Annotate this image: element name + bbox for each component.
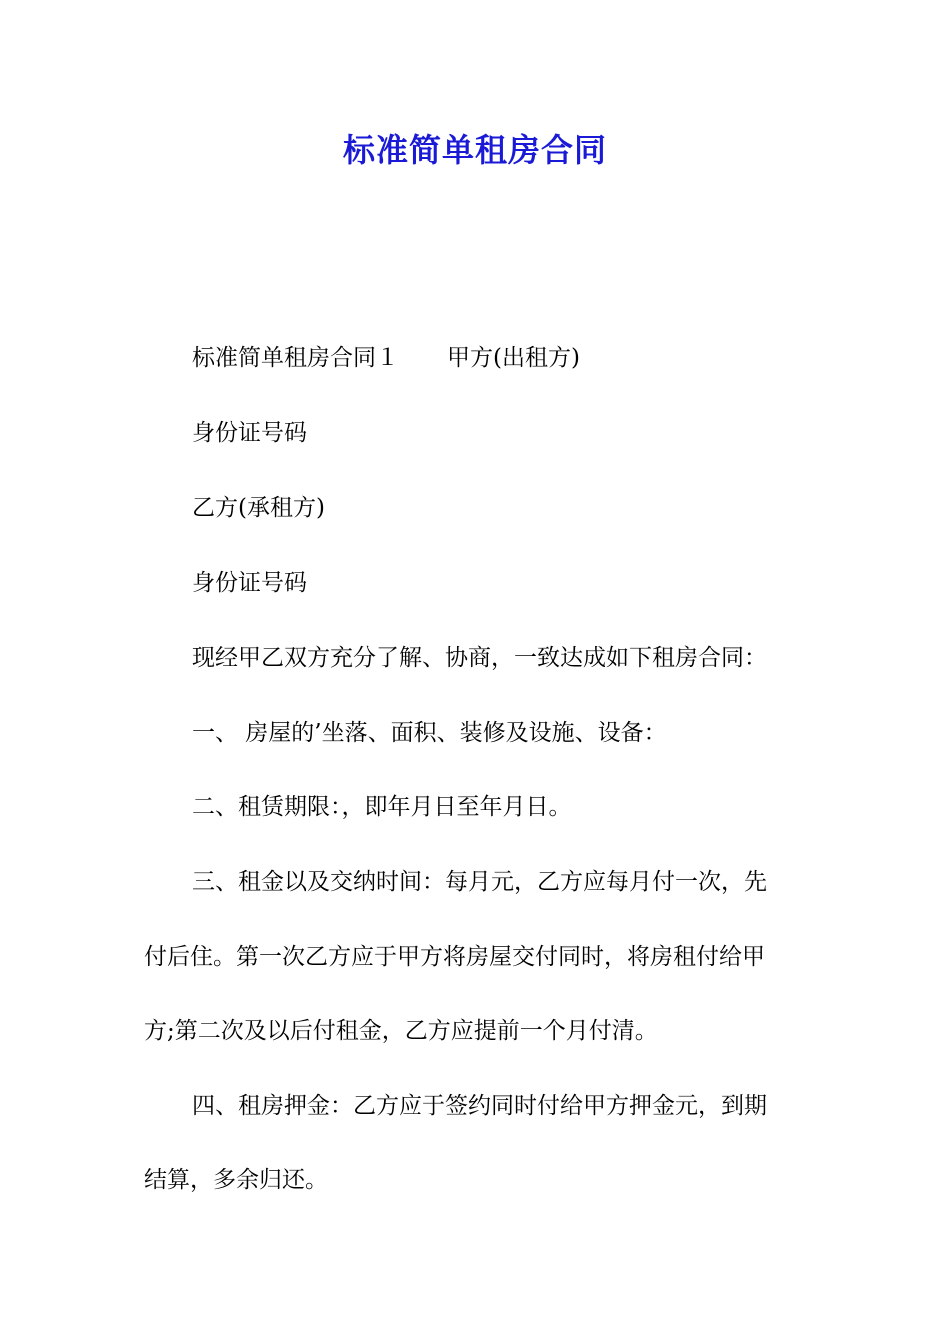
clause-3-line-1: 三、租金以及交纳时间：每月元，乙方应每月付一次，先: [192, 869, 767, 895]
clause-3-line-2: 付后住。第一次乙方应于甲方将房屋交付同时，将房租付给甲: [144, 944, 765, 970]
agreement-intro: 现经甲乙双方充分了解、协商，一致达成如下租房合同：: [192, 645, 767, 671]
party-a-label: 甲方(出租方): [447, 345, 580, 371]
document-title: 标准简单租房合同: [342, 131, 607, 169]
clause-4-line-2: 结算，多余归还。: [144, 1167, 328, 1193]
clause-1: 一、 房屋的’坐落、面积、装修及设施、设备：: [192, 720, 667, 746]
opening-line: [192, 341, 580, 375]
clause-3-line-3: 方;第二次及以后付租金，乙方应提前一个月付清。: [144, 1018, 658, 1044]
contract-number-label: 标准简单租房合同１: [192, 345, 399, 371]
party-a-id-label: 身份证号码: [192, 420, 307, 446]
clause-4-line-1: 四、租房押金：乙方应于签约同时付给甲方押金元，到期: [192, 1093, 767, 1119]
party-b-id-label: 身份证号码: [192, 570, 307, 596]
clause-2: 二、租赁期限：，即年月日至年月日。: [192, 794, 572, 820]
party-b-label: 乙方(承租方): [192, 495, 325, 521]
